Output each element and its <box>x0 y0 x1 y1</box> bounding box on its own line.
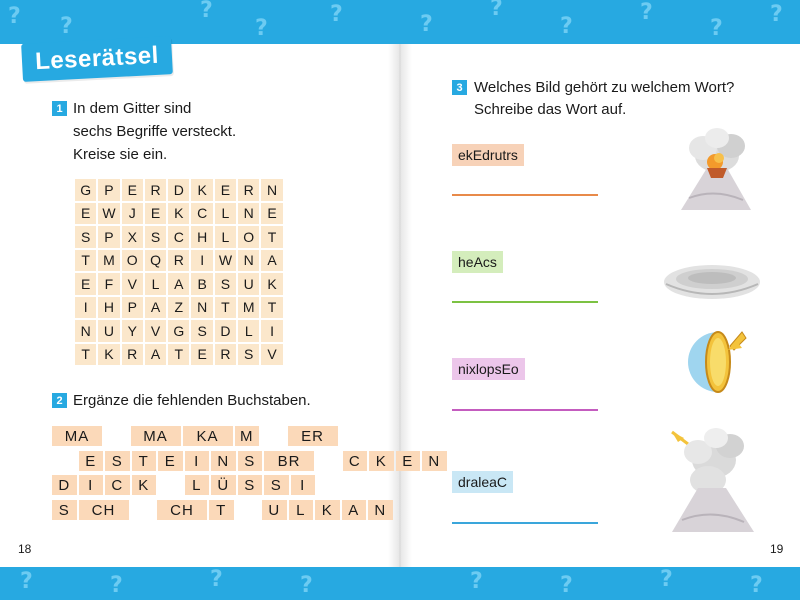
grid-cell[interactable]: M <box>238 297 259 319</box>
letter-cell: S <box>105 451 130 471</box>
grid-cell[interactable]: L <box>238 320 259 342</box>
grid-cell[interactable]: R <box>215 344 236 366</box>
grid-cell[interactable]: E <box>261 203 282 225</box>
grid-cell[interactable]: W <box>215 250 236 272</box>
grid-cell[interactable]: K <box>191 179 212 201</box>
grid-cell[interactable]: S <box>215 273 236 295</box>
letter-cell: KA <box>183 426 233 446</box>
letter-cell: MA <box>131 426 181 446</box>
letter-cell: D <box>52 475 77 495</box>
letter-cell: S <box>264 475 289 495</box>
grid-cell[interactable]: S <box>75 226 96 248</box>
grid-cell[interactable]: E <box>215 179 236 201</box>
blank-gap[interactable] <box>104 426 129 446</box>
grid-cell[interactable]: N <box>191 297 212 319</box>
letter-cell: N <box>368 500 393 520</box>
grid-cell[interactable]: Y <box>122 320 143 342</box>
blank-gap[interactable] <box>316 451 341 471</box>
letter-cell: BR <box>264 451 314 471</box>
letter-cell: E <box>79 451 104 471</box>
grid-cell[interactable]: T <box>261 297 282 319</box>
grid-cell[interactable]: R <box>238 179 259 201</box>
grid-cell[interactable]: C <box>191 203 212 225</box>
task-1-number: 1 <box>52 101 67 116</box>
grid-cell[interactable]: N <box>238 203 259 225</box>
grid-cell[interactable]: E <box>145 203 166 225</box>
letter-cell: L <box>185 475 210 495</box>
grid-cell[interactable]: V <box>145 320 166 342</box>
letter-cell: K <box>315 500 340 520</box>
fill-row-3[interactable] <box>52 475 317 497</box>
grid-cell[interactable]: H <box>98 297 119 319</box>
grid-cell[interactable]: S <box>145 226 166 248</box>
letter-cell: C <box>105 475 130 495</box>
grid-cell[interactable]: W <box>98 203 119 225</box>
grid-cell[interactable]: X <box>122 226 143 248</box>
blank-gap[interactable] <box>158 475 183 495</box>
grid-cell[interactable]: C <box>168 226 189 248</box>
grid-cell[interactable]: A <box>145 344 166 366</box>
grid-cell[interactable]: T <box>75 250 96 272</box>
letter-cell: S <box>238 451 263 471</box>
letter-cell: T <box>209 500 234 520</box>
scrambled-word-3: nixlopsEo <box>452 358 525 380</box>
task-1-line-3: Kreise sie ein. <box>73 146 168 163</box>
grid-cell[interactable]: G <box>75 179 96 201</box>
blank-gap[interactable] <box>52 451 77 471</box>
blank-gap[interactable] <box>236 500 261 520</box>
grid-cell[interactable]: R <box>168 250 189 272</box>
grid-cell[interactable]: T <box>75 344 96 366</box>
grid-cell[interactable]: P <box>98 226 119 248</box>
grid-cell[interactable]: G <box>168 320 189 342</box>
grid-cell[interactable]: K <box>261 273 282 295</box>
grid-cell[interactable]: E <box>75 273 96 295</box>
task-3-number: 3 <box>452 80 467 95</box>
grid-cell[interactable]: E <box>191 344 212 366</box>
grid-cell[interactable]: F <box>98 273 119 295</box>
letter-cell: K <box>369 451 394 471</box>
scrambled-word-4: draleaC <box>452 471 513 493</box>
letter-cell: CH <box>79 500 129 520</box>
letter-cell: S <box>52 500 77 520</box>
grid-cell[interactable]: B <box>191 273 212 295</box>
grid-cell[interactable]: I <box>191 250 212 272</box>
letter-cell: A <box>342 500 367 520</box>
grid-cell[interactable]: Q <box>145 250 166 272</box>
grid-cell[interactable]: M <box>98 250 119 272</box>
letter-cell: I <box>291 475 316 495</box>
letter-cell: U <box>262 500 287 520</box>
grid-cell[interactable]: R <box>122 344 143 366</box>
letter-cell: MA <box>52 426 102 446</box>
answer-line-3[interactable] <box>452 409 598 411</box>
letter-cell: CH <box>157 500 207 520</box>
grid-cell[interactable]: A <box>145 297 166 319</box>
letter-cell: N <box>422 451 447 471</box>
grid-cell[interactable]: I <box>261 320 282 342</box>
grid-cell[interactable]: A <box>168 273 189 295</box>
word-search-grid[interactable] <box>74 178 284 366</box>
letter-cell: M <box>235 426 260 446</box>
letter-cell: C <box>343 451 368 471</box>
blank-gap[interactable] <box>261 426 286 446</box>
letter-cell: E <box>158 451 183 471</box>
fill-row-2[interactable] <box>52 451 449 473</box>
letter-cell: Ü <box>211 475 236 495</box>
cross-section-sphere-icon <box>684 326 754 398</box>
grid-cell[interactable]: T <box>168 344 189 366</box>
grid-cell[interactable]: D <box>215 320 236 342</box>
letter-cell: K <box>132 475 157 495</box>
grid-cell[interactable]: H <box>191 226 212 248</box>
grid-cell[interactable]: D <box>168 179 189 201</box>
fill-row-1[interactable] <box>52 426 340 448</box>
grid-cell[interactable]: P <box>122 297 143 319</box>
grid-cell[interactable]: I <box>75 297 96 319</box>
grid-cell[interactable]: L <box>145 273 166 295</box>
page-number-left: 18 <box>18 542 32 556</box>
blank-gap[interactable] <box>131 500 156 520</box>
grid-cell[interactable]: S <box>238 344 259 366</box>
task-2-number: 2 <box>52 393 67 408</box>
grid-cell[interactable]: K <box>98 344 119 366</box>
volcano-eruption-icon <box>675 118 755 216</box>
task-1-line-2: sechs Begriffe versteckt. <box>73 123 237 140</box>
task-3-line-2: Schreibe das Wort auf. <box>474 101 627 118</box>
grid-cell[interactable]: J <box>122 203 143 225</box>
grid-cell[interactable]: T <box>261 226 282 248</box>
page-title: Leserätsel <box>34 41 160 76</box>
top-decor-band: ? ? ? ? ? ? ? ? ? ? ? <box>0 0 800 52</box>
grid-cell[interactable]: T <box>215 297 236 319</box>
ash-crater-icon <box>662 258 762 302</box>
bottom-decor-band: ? ? ? ? ? ? ? ? <box>0 567 800 600</box>
grid-cell[interactable]: L <box>215 203 236 225</box>
grid-cell[interactable]: N <box>238 250 259 272</box>
grid-cell[interactable]: E <box>122 179 143 201</box>
letter-cell: L <box>289 500 314 520</box>
letter-cell: S <box>238 475 263 495</box>
task-3-line-1: Welches Bild gehört zu welchem Wort? <box>474 79 735 96</box>
grid-cell[interactable]: O <box>122 250 143 272</box>
grid-cell[interactable]: O <box>238 226 259 248</box>
scrambled-word-1: ekEdrutrs <box>452 144 524 166</box>
answer-line-4[interactable] <box>452 522 598 524</box>
grid-cell[interactable]: V <box>261 344 282 366</box>
grid-cell[interactable]: E <box>75 203 96 225</box>
grid-cell[interactable]: U <box>238 273 259 295</box>
task-1-line-1: In dem Gitter sind <box>73 100 192 117</box>
letter-cell: ER <box>288 426 338 446</box>
letter-cell: E <box>396 451 421 471</box>
answer-line-2[interactable] <box>452 301 598 303</box>
grid-cell[interactable]: A <box>261 250 282 272</box>
fill-row-4[interactable] <box>52 500 395 522</box>
grid-cell[interactable]: K <box>168 203 189 225</box>
letter-cell: N <box>211 451 236 471</box>
scrambled-word-2: heAcs <box>452 251 503 273</box>
grid-cell[interactable]: V <box>122 273 143 295</box>
title-tag <box>21 36 173 82</box>
answer-line-1[interactable] <box>452 194 598 196</box>
grid-cell[interactable]: N <box>75 320 96 342</box>
grid-cell[interactable]: S <box>191 320 212 342</box>
grid-cell[interactable]: Z <box>168 297 189 319</box>
grid-cell[interactable]: P <box>98 179 119 201</box>
letter-cell: I <box>79 475 104 495</box>
grid-cell[interactable]: L <box>215 226 236 248</box>
grid-cell[interactable]: U <box>98 320 119 342</box>
page-number-right: 19 <box>770 542 784 556</box>
letter-cell: I <box>185 451 210 471</box>
task-2-text: Ergänze die fehlenden Buchstaben. <box>73 392 311 409</box>
caldera-volcano-icon <box>668 424 758 536</box>
grid-cell[interactable]: N <box>261 179 282 201</box>
letter-cell: T <box>132 451 157 471</box>
grid-cell[interactable]: R <box>145 179 166 201</box>
book-spine <box>388 44 412 567</box>
